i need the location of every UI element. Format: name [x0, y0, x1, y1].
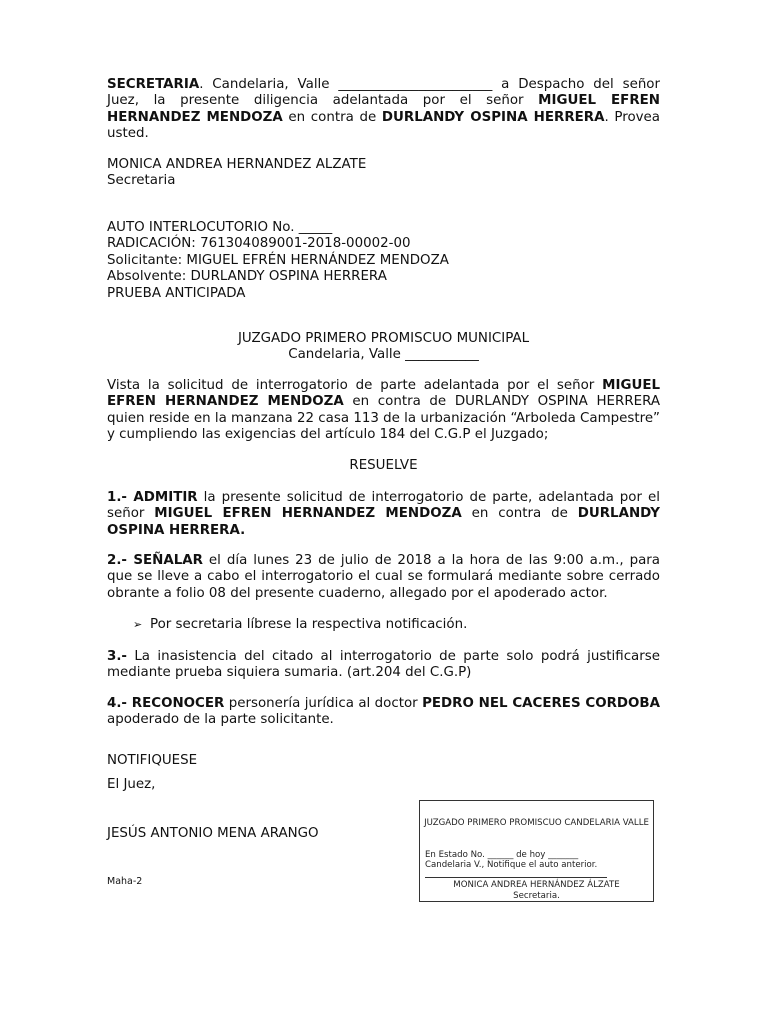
radicacion: RADICACIÓN: 761304089001-2018-00002-00: [107, 236, 411, 252]
bullet-text: Por secretaria líbrese la respectiva notificación.: [150, 617, 468, 632]
document-ref: Maha-2: [107, 876, 143, 887]
bullet-item: [133, 617, 653, 633]
item-4-name: PEDRO NEL CACERES CORDOBA: [422, 696, 660, 711]
item-1-name-1: MIGUEL EFREN HERNANDEZ MENDOZA: [154, 506, 462, 522]
stamp-sign-name: MONICA ANDREA HERNÁNDEZ ÁLZATE: [453, 880, 620, 890]
item-1-verb: ADMITIR: [133, 490, 198, 505]
absolvente-name: DURLANDY OSPINA HERRERA: [381, 109, 605, 125]
item-1-text-2: en contra de: [461, 506, 578, 522]
stamp-estado-line: En Estado No. ______ de hoy _______: [425, 850, 579, 860]
item-4-text-1: personería jurídica al doctor: [224, 696, 423, 711]
secretaria-sign-name: MONICA ANDREA HERNANDEZ ALZATE: [107, 157, 367, 172]
item-2-text: el día lunes 23 de julio de 2018 a la hora de las 9:00 a.m., para que se lleve a cabo el interrogatorio el cual se formulará mediante sobre cerrado obrante a folio 08 del presente cuaderno, allegado por el apoderado actor.: [107, 553, 660, 601]
secretaria-sign-role: Secretaria: [107, 173, 176, 189]
item-2-number: 2.-: [107, 553, 134, 568]
intro-text-1: Vista la solicitud de interrogatorio de parte adelantada por el señor: [107, 378, 603, 393]
auto-number: AUTO INTERLOCUTORIO No. _____: [107, 220, 333, 235]
item-1: [107, 490, 660, 539]
court-place: Candelaria, Valle ___________: [288, 347, 479, 363]
prueba-line: PRUEBA ANTICIPADA: [107, 285, 246, 301]
stamp-signature: [420, 880, 653, 901]
court-name: JUZGADO PRIMERO PROMISCUO MUNICIPAL: [237, 331, 530, 346]
case-info: [107, 220, 660, 302]
item-4-number: 4.-: [107, 696, 132, 711]
stamp-signature-rule: [425, 877, 607, 878]
stamp-notifique-line: Candelaria V., Notifique el auto anterior.: [425, 860, 598, 870]
solicitante-line: Solicitante: MIGUEL EFRÉN HERNÁNDEZ MENDOZA: [107, 252, 449, 268]
court-heading: [107, 331, 660, 364]
item-4-text-2: apoderado de la parte solicitante.: [107, 712, 334, 728]
notifiquese: NOTIFIQUESE: [107, 753, 198, 768]
item-4: [107, 696, 660, 729]
item-3: [107, 649, 660, 682]
stamp-header: JUZGADO PRIMERO PROMISCUO CANDELARIA VALLE: [424, 818, 649, 828]
item-1-number: 1.-: [107, 490, 134, 505]
item-1-name-2: DURLANDY OSPINA HERRERA.: [107, 506, 660, 538]
intro-paragraph: [107, 378, 660, 444]
secretaria-text-3: . Provea usted.: [107, 109, 661, 142]
stamp-sign-role: Secretaria.: [513, 890, 560, 901]
absolvente-line: Absolvente: DURLANDY OSPINA HERRERA: [107, 269, 387, 285]
judge-label: El Juez,: [107, 777, 156, 792]
intro-name: MIGUEL EFREN HERNANDEZ MENDOZA: [107, 378, 660, 410]
notification-stamp: [419, 800, 654, 902]
solicitante-name: MIGUEL EFREN HERNANDEZ MENDOZA: [107, 93, 660, 125]
item-1-text-1: la presente solicitud de interrogatorio de parte, adelantada por el señor: [107, 490, 660, 522]
secretaria-note: [107, 77, 660, 143]
secretaria-text-1: . Candelaria, Valle _______________________ a Despacho del señor Juez, la presente diligencia adelantada por el señor: [107, 77, 660, 109]
item-4-verb: RECONOCER: [131, 696, 225, 711]
secretaria-signature: [107, 157, 660, 190]
resuelve-heading: RESUELVE: [349, 458, 418, 473]
item-2: [107, 553, 660, 602]
item-3-number: 3.-: [107, 649, 127, 664]
secretaria-label: SECRETARIA: [107, 77, 200, 92]
item-3-text: La inasistencia del citado al interrogatorio de parte solo podrá justificarse mediante prueba siquiera sumaria. (art.204 del C.G.P): [107, 649, 660, 681]
arrow-bullet-icon: ➢: [133, 618, 143, 631]
item-2-verb: SEÑALAR: [133, 553, 203, 568]
judge-name: JESÚS ANTONIO MENA ARANGO: [107, 826, 319, 841]
secretaria-text-2: en contra de: [282, 109, 382, 125]
intro-text-2: en contra de DURLANDY OSPINA HERRERA quien reside en la manzana 22 casa 113 de la urbanización “Arboleda Campestre” y cumpliendo las exigencias del artículo 184 del C.G.P el Juzgado;: [107, 394, 661, 443]
